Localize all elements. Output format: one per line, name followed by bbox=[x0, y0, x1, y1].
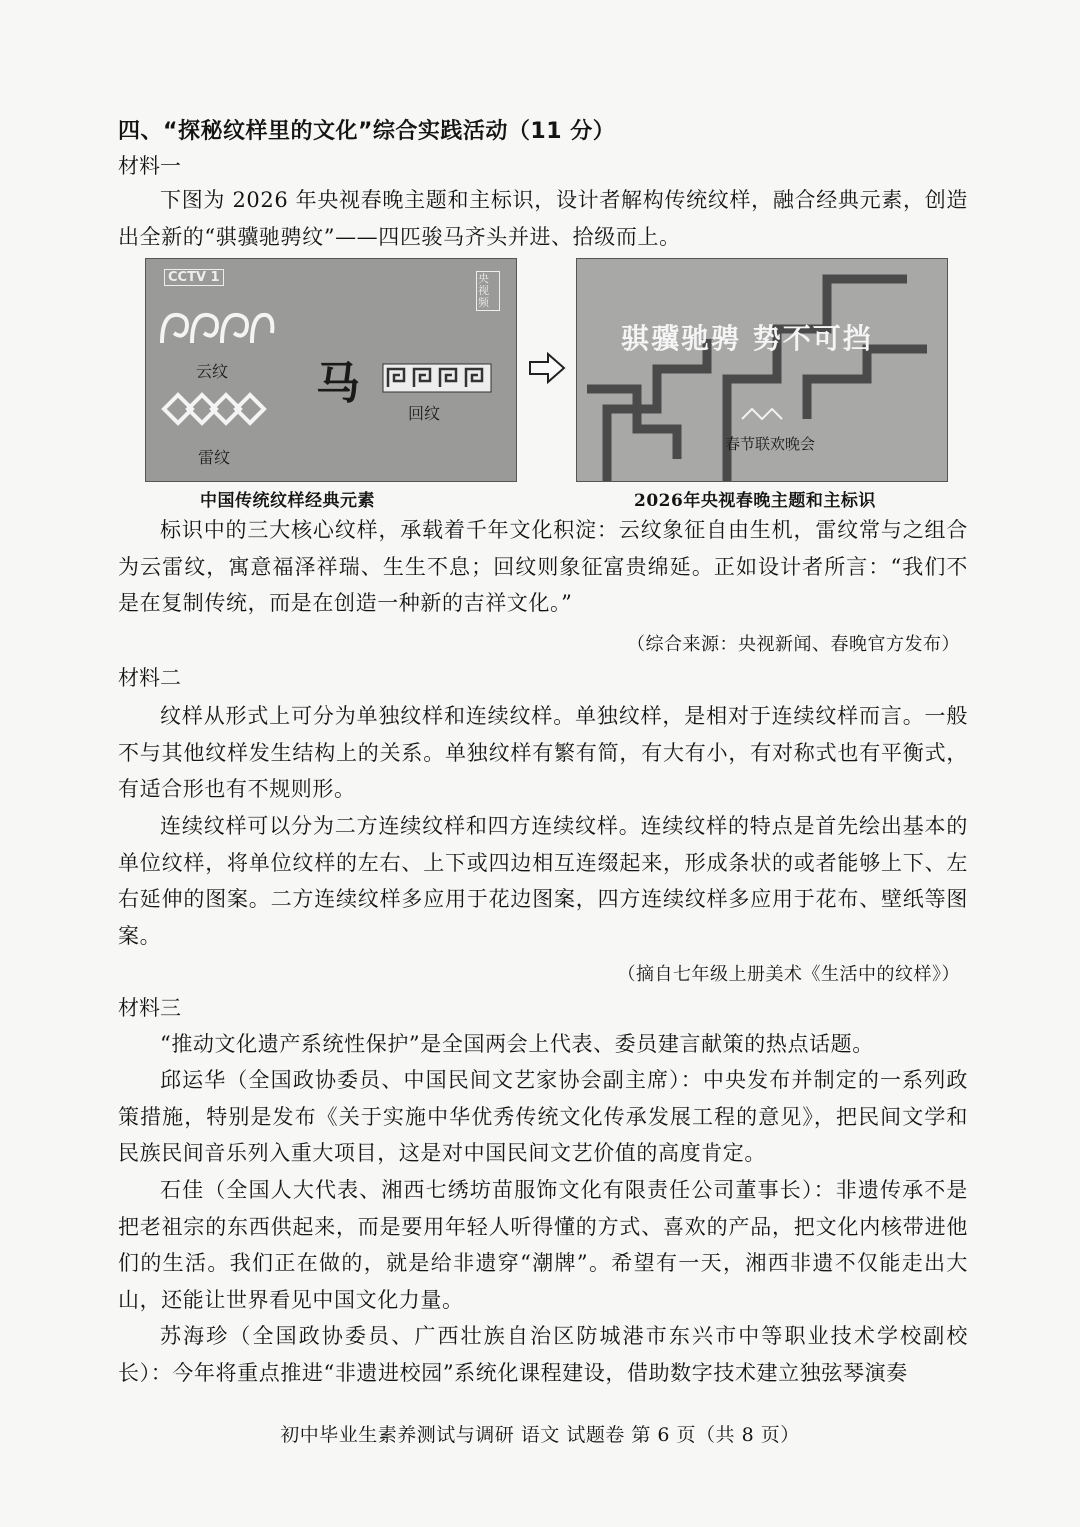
cloud-pattern-label: 云纹 bbox=[196, 362, 229, 381]
material2-source: （摘自七年级上册美术《生活中的纹样》） bbox=[617, 964, 960, 985]
material3-label: 材料三 bbox=[118, 996, 181, 1020]
meander-pattern-icon bbox=[382, 363, 492, 393]
material1-body: 标识中的三大核心纹样，承载着千年文化积淀：云纹象征自由生机，雷纹常与之组合为云雷纹，寓意福泽祥瑞、生生不息；回纹则象征富贵绵延。正如设计者所言：“我们不是在复制传统，而是在创造一种新的吉祥文化。” bbox=[118, 518, 968, 615]
traditional-patterns-figure bbox=[145, 258, 517, 482]
cctv-logo: CCTV 1 bbox=[164, 269, 224, 286]
material2-paragraph-1: 纹样从形式上可分为单独纹样和连续纹样。单独纹样，是相对于连续纹样而言。一般不与其他纹样发生结构上的关系。单独纹样有繁有简，有大有小，有对称式也有平衡式，有适合形也有不规则形。 bbox=[118, 704, 968, 801]
thunder-pattern-icon bbox=[160, 389, 270, 429]
material1-source: （综合来源：央视新闻、春晚官方发布） bbox=[627, 634, 960, 655]
material3-paragraph-1: “推动文化遗产系统性保护”是全国两会上代表、委员建言献策的热点话题。 bbox=[160, 1032, 874, 1056]
material1-intro: 下图为 2026 年央视春晚主题和主标识，设计者解构传统纹样，融合经典元素，创造出全新的“骐骥驰骋纹”——四匹骏马齐头并进、拾级而上。 bbox=[118, 188, 968, 249]
figure-left-caption: 中国传统纹样经典元素 bbox=[200, 491, 375, 511]
material3-paragraph-2: 邱运华（全国政协委员、中国民间文艺家协会副主席）：中央发布并制定的一系列政策措施，特别是发布《关于实施中华优秀传统文化传承发展工程的意见》，把民间文学和民族民间音乐列入重大项目，这是对中国民间文艺价值的高度肯定。 bbox=[118, 1068, 968, 1165]
page-footer: 初中毕业生素养测试与调研 语文 试题卷 第 6 页（共 8 页） bbox=[280, 1424, 800, 1446]
gala-logo-figure bbox=[576, 258, 948, 482]
horse-character: 马 bbox=[316, 358, 360, 409]
gala-slogan: 骐骥驰骋 势不可挡 bbox=[621, 322, 873, 355]
meander-pattern-label: 回纹 bbox=[408, 404, 441, 423]
cloud-pattern-icon bbox=[156, 303, 276, 353]
channel-badge: 央视频 bbox=[476, 271, 500, 311]
material2-label: 材料二 bbox=[118, 666, 181, 690]
figure-right-caption: 2026年央视春晚主题和主标识 bbox=[634, 491, 876, 511]
right-arrow-icon bbox=[528, 352, 566, 384]
section-title: 四、“探秘纹样里的文化”综合实践活动（11 分） bbox=[118, 119, 616, 144]
material3-paragraph-4: 苏海珍（全国政协委员、广西壮族自治区防城港市东兴市中等职业技术学校副校长）：今年将重点推进“非遗进校园”系统化课程建设，借助数字技术建立独弦琴演奏 bbox=[118, 1324, 968, 1385]
material3-paragraph-3: 石佳（全国人大代表、湘西七绣坊苗服饰文化有限责任公司董事长）：非遗传承不是把老祖宗的东西供起来，而是要用年轻人听得懂的方式、喜欢的产品，把文化内核带进他们的生活。我们正在做的，就是给非遗穿“潮牌”。希望有一天，湘西非遗不仅能走出大山，还能让世界看见中国文化力量。 bbox=[118, 1178, 968, 1312]
gala-event-name: 春节联欢晚会 bbox=[725, 435, 816, 453]
thunder-pattern-label: 雷纹 bbox=[198, 448, 231, 467]
material1-label: 材料一 bbox=[118, 154, 181, 178]
material2-paragraph-2: 连续纹样可以分为二方连续纹样和四方连续纹样。连续纹样的特点是首先绘出基本的单位纹样，将单位纹样的左右、上下或四边相互连缀起来，形成条状的或者能够上下、左右延伸的图案。二方连续纹样多应用于花边图案，四方连续纹样多应用于花布、壁纸等图案。 bbox=[118, 814, 968, 948]
